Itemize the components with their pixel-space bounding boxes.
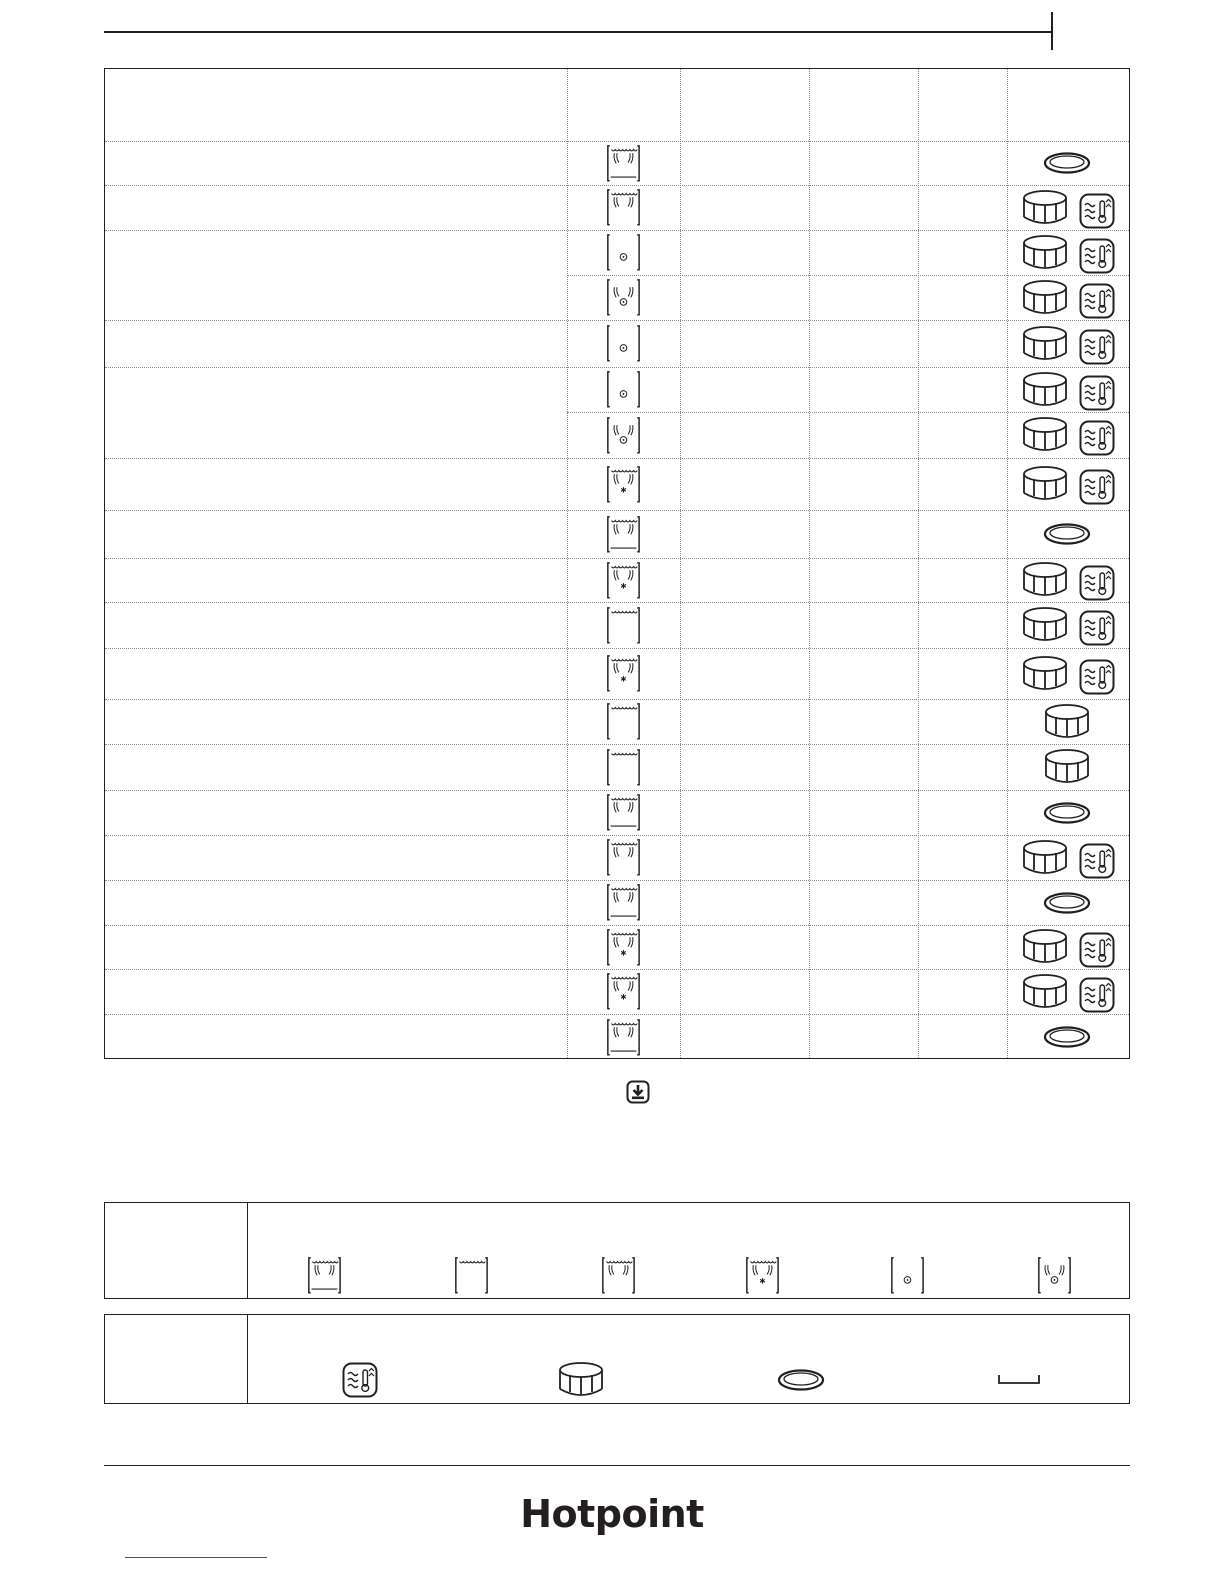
conventional-icon	[606, 188, 641, 227]
row-separator	[567, 275, 1129, 276]
convection-icon	[606, 561, 641, 600]
rack-icon	[1043, 703, 1091, 741]
grill-icon	[606, 702, 641, 741]
rack-icon	[1021, 371, 1069, 409]
rack-icon	[1021, 928, 1069, 966]
cooking-table	[104, 68, 1130, 1059]
rack-icon	[1021, 655, 1069, 693]
column-divider	[1007, 69, 1008, 1058]
legend-divider	[247, 1315, 248, 1403]
legend-divider	[247, 1203, 248, 1298]
table-row	[105, 69, 1129, 1058]
table-row	[105, 69, 1129, 1058]
table-row	[105, 69, 1129, 1058]
bake-icon	[606, 1018, 641, 1057]
row-separator	[105, 790, 1129, 791]
rack-icon	[1021, 465, 1069, 503]
fan-icon	[606, 233, 641, 272]
sensor-icon	[1079, 977, 1115, 1013]
table-row	[105, 69, 1129, 1058]
rack-icon	[1021, 189, 1069, 227]
table-row	[105, 69, 1129, 1058]
column-divider	[680, 69, 681, 1058]
rack-icon	[557, 1361, 605, 1399]
row-separator	[105, 458, 1129, 459]
convection-icon	[606, 654, 641, 693]
row-separator	[105, 1014, 1129, 1015]
row-separator	[567, 412, 1129, 413]
column-divider	[918, 69, 919, 1058]
fan-conventional-icon	[606, 416, 641, 455]
fan-icon	[606, 370, 641, 409]
row-separator	[105, 320, 1129, 321]
functions-legend	[104, 1202, 1130, 1299]
table-row	[105, 69, 1129, 1058]
sensor-icon	[1079, 469, 1115, 505]
sensor-icon	[1079, 843, 1115, 879]
row-separator	[105, 648, 1129, 649]
accessories-legend	[104, 1314, 1130, 1404]
table-row	[105, 69, 1129, 1058]
column-divider	[809, 69, 810, 1058]
sensor-icon	[1079, 932, 1115, 968]
rack-icon	[1021, 279, 1069, 317]
sensor-icon	[1079, 193, 1115, 229]
header-rule-tick	[1051, 12, 1053, 50]
sensor-icon	[342, 1362, 378, 1398]
download-icon[interactable]	[626, 1080, 650, 1104]
table-row	[105, 69, 1129, 1058]
row-separator	[105, 510, 1129, 511]
baking-tray-icon	[1043, 891, 1091, 915]
row-separator	[105, 230, 1129, 231]
sensor-icon	[1079, 238, 1115, 274]
table-row	[105, 69, 1129, 1058]
row-separator	[105, 367, 1129, 368]
rack-icon	[1021, 839, 1069, 877]
fan-conventional-icon	[606, 278, 641, 317]
drip-tray-icon	[997, 1373, 1041, 1387]
fan-icon	[606, 324, 641, 363]
column-divider	[567, 69, 568, 1058]
baking-tray-icon	[777, 1368, 825, 1392]
bake-icon	[606, 883, 641, 922]
row-separator	[105, 602, 1129, 603]
row-separator	[105, 880, 1129, 881]
sensor-icon	[1079, 420, 1115, 456]
bake-icon	[307, 1256, 342, 1295]
rack-icon	[1021, 325, 1069, 363]
row-separator	[105, 558, 1129, 559]
bake-icon	[606, 793, 641, 832]
sensor-icon	[1079, 329, 1115, 365]
grill-icon	[606, 748, 641, 787]
sensor-icon	[1079, 283, 1115, 319]
baking-tray-icon	[1043, 522, 1091, 546]
table-row	[105, 69, 1129, 1058]
row-separator	[105, 969, 1129, 970]
sensor-icon	[1079, 659, 1115, 695]
table-row	[105, 69, 1129, 1058]
grill-icon	[606, 606, 641, 645]
convection-icon	[606, 972, 641, 1011]
convection-icon	[606, 928, 641, 967]
row-separator	[105, 744, 1129, 745]
fan-icon	[890, 1256, 925, 1295]
convection-icon	[606, 465, 641, 504]
rack-icon	[1021, 416, 1069, 454]
header-rule	[104, 31, 1053, 33]
baking-tray-icon	[1043, 151, 1091, 175]
footer-link-underline[interactable]	[125, 1557, 267, 1558]
fan-conventional-icon	[1037, 1256, 1072, 1295]
grill-icon	[454, 1256, 489, 1295]
table-row	[105, 69, 1129, 1058]
row-separator	[105, 835, 1129, 836]
footer-rule	[104, 1465, 1130, 1466]
rack-icon	[1021, 606, 1069, 644]
sensor-icon	[1079, 565, 1115, 601]
rack-icon	[1043, 748, 1091, 786]
table-row	[105, 69, 1129, 1058]
table-row	[105, 69, 1129, 1058]
sensor-icon	[1079, 610, 1115, 646]
rack-icon	[1021, 234, 1069, 272]
convection-icon	[745, 1256, 780, 1295]
brand-logo: Hotpoint	[520, 1492, 704, 1536]
bake-icon	[606, 515, 641, 554]
rack-icon	[1021, 973, 1069, 1011]
conventional-icon	[601, 1256, 636, 1295]
table-row	[105, 69, 1129, 1058]
table-row	[105, 69, 1129, 1058]
table-row	[105, 69, 1129, 1058]
table-row	[105, 69, 1129, 1058]
bake-icon	[606, 144, 641, 183]
row-separator	[105, 141, 1129, 142]
baking-tray-icon	[1043, 801, 1091, 825]
baking-tray-icon	[1043, 1025, 1091, 1049]
rack-icon	[1021, 561, 1069, 599]
row-separator	[105, 185, 1129, 186]
row-separator	[105, 925, 1129, 926]
sensor-icon	[1079, 375, 1115, 411]
row-separator	[105, 699, 1129, 700]
table-row	[105, 69, 1129, 1058]
table-row	[105, 69, 1129, 1058]
conventional-icon	[606, 838, 641, 877]
